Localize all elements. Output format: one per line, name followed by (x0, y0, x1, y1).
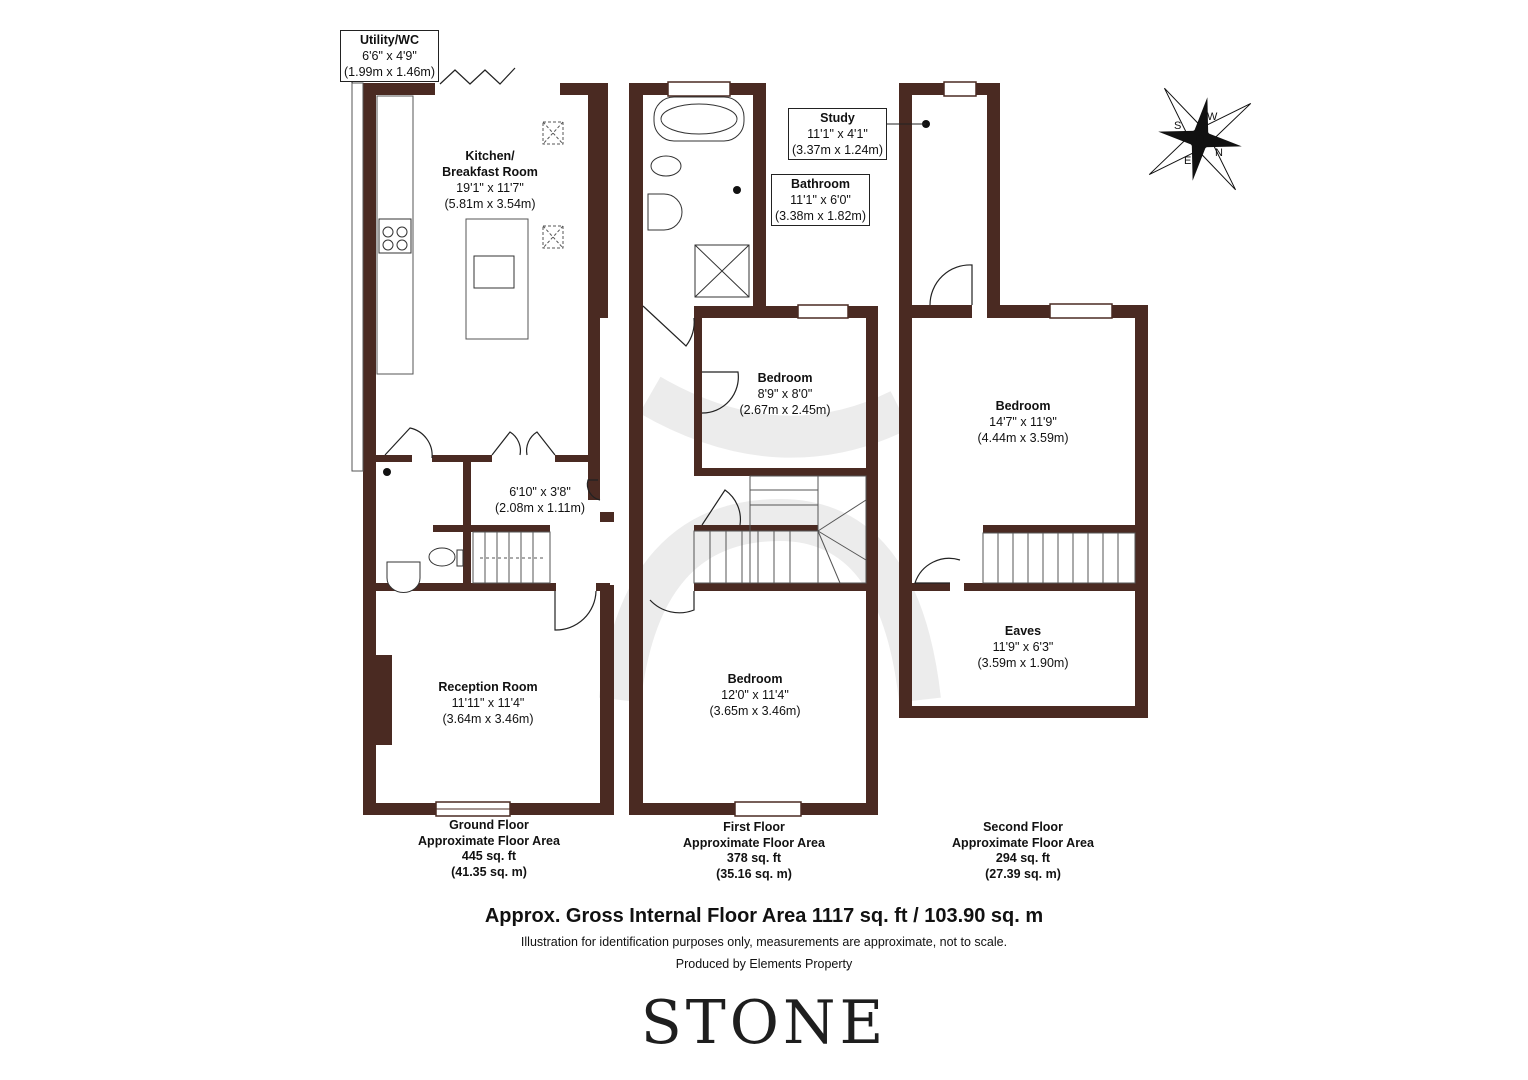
bedroom-small-label: Bedroom 8'9" x 8'0" (2.67m x 2.45m) (739, 371, 831, 417)
toilet-icon (651, 156, 681, 176)
gross-area-title: Approx. Gross Internal Floor Area 1117 sq. ft / 103.90 sq. m (484, 905, 1044, 927)
utility-wc-label: Utility/WC 6'6" x 4'9" (1.99m x 1.46m) (340, 30, 439, 82)
compass-west-label: N (1215, 147, 1223, 159)
eaves-label: Eaves 11'9" x 6'3" (3.59m x 1.90m) (977, 624, 1069, 670)
compass-north-label: W (1207, 111, 1218, 123)
bathroom-label: Bathroom 11'1" x 6'0" (3.38m x 1.82m) (771, 174, 870, 226)
first-floor-caption: First Floor Approximate Floor Area 378 sq. ft (35.16 sq. m) (683, 820, 825, 881)
basin-icon (648, 194, 682, 230)
study-label: Study 11'1" x 4'1" (3.37m x 1.24m) (788, 108, 887, 160)
toilet-icon (429, 548, 455, 566)
produced-by-text: Produced by Elements Property (675, 957, 853, 971)
bedroom-first-label: Bedroom 12'0" x 11'4" (3.65m x 3.46m) (709, 672, 801, 718)
kitchen-label: Kitchen/ Breakfast Room 19'1" x 11'7" (5.81m x 3.54m) (442, 149, 538, 211)
reception-room-label: Reception Room 11'11" x 11'4" (3.64m x 3.46m) (438, 680, 538, 726)
stairs (473, 532, 550, 583)
chimney-breast (376, 655, 392, 745)
sink-icon (474, 256, 514, 288)
stairs (983, 533, 1135, 583)
bifold-door-icon (440, 68, 515, 84)
compass-east-label: E (1184, 155, 1192, 167)
compass-icon (1114, 53, 1287, 226)
stone-logo: STONE (640, 988, 888, 1058)
basin-icon (387, 562, 420, 592)
ground-floor-caption: Ground Floor Approximate Floor Area 445 sq. ft (41.35 sq. m) (418, 818, 560, 879)
store-label: 6'10" x 3'8" (2.08m x 1.11m) (494, 485, 586, 515)
disclaimer-text: Illustration for identification purposes only, measurements are approximate, not to scale. (520, 935, 1008, 949)
utility-pointer-dot (383, 468, 391, 476)
compass-south-label: S (1174, 120, 1182, 132)
second-floor-caption: Second Floor Approximate Floor Area 294 sq. ft (27.39 sq. m) (952, 820, 1094, 881)
bedroom-second-label: Bedroom 14'7" x 11'9" (4.44m x 3.59m) (977, 399, 1069, 445)
